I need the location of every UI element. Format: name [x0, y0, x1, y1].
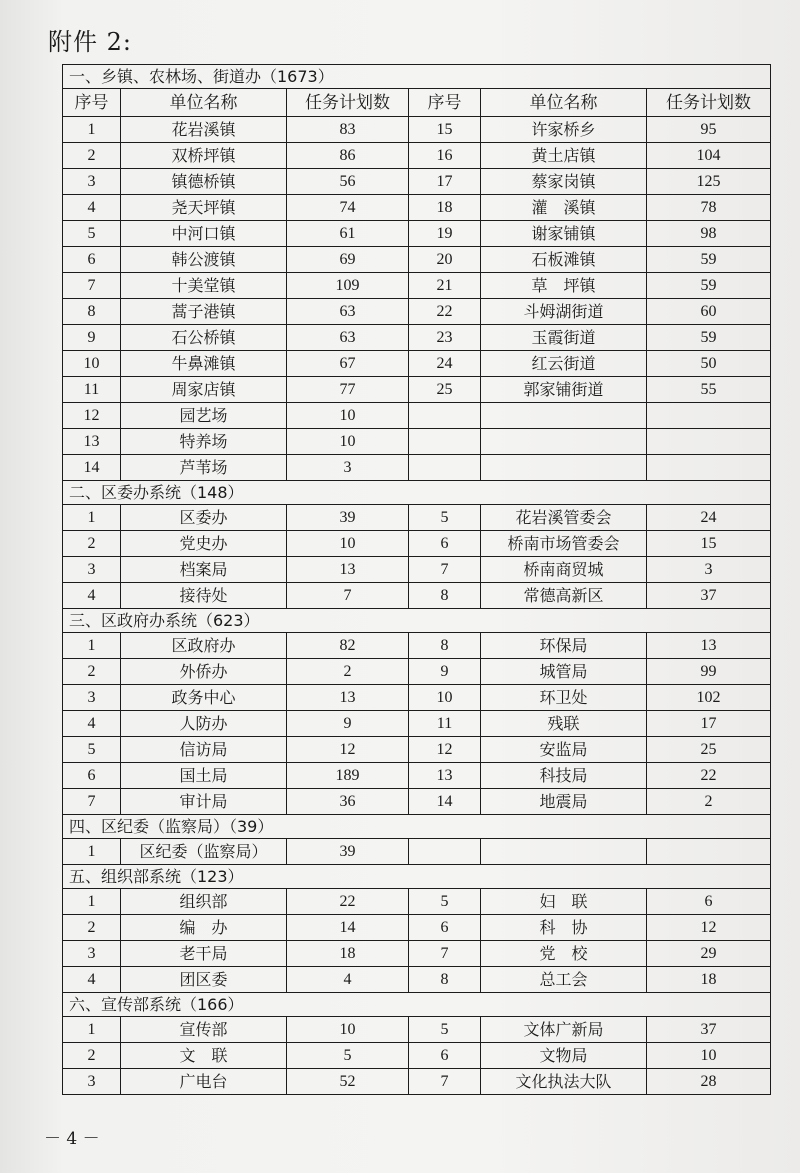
unit-name: 区纪委（监察局） — [121, 839, 287, 865]
row-index: 5 — [63, 221, 121, 247]
unit-name: 国土局 — [121, 763, 287, 789]
task-count: 28 — [647, 1069, 771, 1095]
task-count: 189 — [287, 763, 409, 789]
column-header: 任务计划数 — [287, 89, 409, 117]
row-index: 23 — [409, 325, 481, 351]
table-row — [63, 143, 771, 169]
page-number: － 4 － — [44, 1129, 100, 1149]
task-plan-table — [62, 64, 771, 1095]
task-count: 12 — [287, 737, 409, 763]
row-index — [409, 839, 481, 865]
unit-name: 文 联 — [121, 1043, 287, 1069]
row-index: 5 — [409, 889, 481, 915]
column-header: 单位名称 — [481, 89, 647, 117]
task-count: 10 — [647, 1043, 771, 1069]
row-index: 25 — [409, 377, 481, 403]
table-row — [63, 633, 771, 659]
task-count: 74 — [287, 195, 409, 221]
task-count: 10 — [287, 429, 409, 455]
row-index: 2 — [63, 659, 121, 685]
row-index: 4 — [63, 967, 121, 993]
task-count: 98 — [647, 221, 771, 247]
table-row — [63, 685, 771, 711]
table-row — [63, 789, 771, 815]
row-index: 10 — [409, 685, 481, 711]
task-count: 7 — [287, 583, 409, 609]
column-header-row — [63, 89, 771, 117]
task-count: 10 — [287, 531, 409, 557]
unit-name: 文体广新局 — [481, 1017, 647, 1043]
row-index: 6 — [409, 531, 481, 557]
table-row — [63, 429, 771, 455]
row-index: 22 — [409, 299, 481, 325]
task-count — [647, 403, 771, 429]
task-plan-table-body — [63, 65, 771, 1095]
row-index: 2 — [63, 143, 121, 169]
row-index: 14 — [63, 455, 121, 481]
row-index: 5 — [409, 505, 481, 531]
section-title: 一、乡镇、农林场、街道办（1673） — [63, 65, 771, 89]
task-count: 50 — [647, 351, 771, 377]
task-count: 95 — [647, 117, 771, 143]
section-header-row — [63, 65, 771, 89]
unit-name: 郭家铺街道 — [481, 377, 647, 403]
row-index: 9 — [409, 659, 481, 685]
task-count — [647, 839, 771, 865]
table-row — [63, 967, 771, 993]
row-index: 12 — [63, 403, 121, 429]
table-row — [63, 941, 771, 967]
task-count: 18 — [647, 967, 771, 993]
row-index: 8 — [409, 633, 481, 659]
section-title: 四、区纪委（监察局）（39） — [63, 815, 771, 839]
task-count: 17 — [647, 711, 771, 737]
row-index — [409, 429, 481, 455]
task-count: 22 — [287, 889, 409, 915]
row-index: 8 — [409, 583, 481, 609]
task-count: 109 — [287, 273, 409, 299]
row-index: 9 — [63, 325, 121, 351]
unit-name: 团区委 — [121, 967, 287, 993]
unit-name: 接待处 — [121, 583, 287, 609]
row-index: 3 — [63, 941, 121, 967]
row-index: 4 — [63, 583, 121, 609]
unit-name — [481, 429, 647, 455]
row-index: 8 — [409, 967, 481, 993]
unit-name: 宣传部 — [121, 1017, 287, 1043]
section-title: 二、区委办系统（148） — [63, 481, 771, 505]
unit-name: 文化执法大队 — [481, 1069, 647, 1095]
table-row — [63, 325, 771, 351]
task-count: 10 — [287, 403, 409, 429]
unit-name: 环保局 — [481, 633, 647, 659]
unit-name: 桥南市场管委会 — [481, 531, 647, 557]
task-count: 125 — [647, 169, 771, 195]
task-count: 5 — [287, 1043, 409, 1069]
unit-name: 周家店镇 — [121, 377, 287, 403]
unit-name — [481, 839, 647, 865]
row-index — [409, 455, 481, 481]
table-row — [63, 889, 771, 915]
unit-name: 十美堂镇 — [121, 273, 287, 299]
table-row — [63, 377, 771, 403]
table-row — [63, 1069, 771, 1095]
row-index: 3 — [63, 685, 121, 711]
column-header: 序号 — [409, 89, 481, 117]
unit-name: 蒿子港镇 — [121, 299, 287, 325]
table-row — [63, 169, 771, 195]
unit-name: 常德高新区 — [481, 583, 647, 609]
row-index: 12 — [409, 737, 481, 763]
unit-name: 石公桥镇 — [121, 325, 287, 351]
task-count: 55 — [647, 377, 771, 403]
task-count: 14 — [287, 915, 409, 941]
row-index: 1 — [63, 505, 121, 531]
table-row — [63, 1017, 771, 1043]
task-count: 52 — [287, 1069, 409, 1095]
table-row — [63, 557, 771, 583]
task-count: 77 — [287, 377, 409, 403]
task-count: 60 — [647, 299, 771, 325]
unit-name: 牛鼻滩镇 — [121, 351, 287, 377]
unit-name: 环卫处 — [481, 685, 647, 711]
table-row — [63, 737, 771, 763]
attachment-label: 附件 2: — [48, 28, 132, 56]
task-count: 63 — [287, 325, 409, 351]
task-count: 83 — [287, 117, 409, 143]
task-count: 13 — [287, 557, 409, 583]
row-index: 11 — [63, 377, 121, 403]
unit-name: 石板滩镇 — [481, 247, 647, 273]
task-count: 29 — [647, 941, 771, 967]
unit-name: 灌 溪镇 — [481, 195, 647, 221]
table-row — [63, 351, 771, 377]
row-index: 6 — [63, 763, 121, 789]
unit-name — [481, 455, 647, 481]
unit-name: 外侨办 — [121, 659, 287, 685]
task-count: 37 — [647, 1017, 771, 1043]
unit-name: 审计局 — [121, 789, 287, 815]
column-header: 任务计划数 — [647, 89, 771, 117]
task-count: 37 — [647, 583, 771, 609]
unit-name: 科技局 — [481, 763, 647, 789]
row-index: 5 — [409, 1017, 481, 1043]
row-index: 8 — [63, 299, 121, 325]
unit-name: 区政府办 — [121, 633, 287, 659]
unit-name: 园艺场 — [121, 403, 287, 429]
unit-name: 信访局 — [121, 737, 287, 763]
unit-name: 韩公渡镇 — [121, 247, 287, 273]
row-index: 1 — [63, 839, 121, 865]
row-index: 3 — [63, 1069, 121, 1095]
unit-name: 花岩溪镇 — [121, 117, 287, 143]
task-count: 2 — [647, 789, 771, 815]
row-index: 1 — [63, 889, 121, 915]
task-count: 9 — [287, 711, 409, 737]
task-count: 12 — [647, 915, 771, 941]
row-index: 2 — [63, 531, 121, 557]
unit-name: 组织部 — [121, 889, 287, 915]
row-index: 11 — [409, 711, 481, 737]
unit-name: 桥南商贸城 — [481, 557, 647, 583]
row-index: 1 — [63, 117, 121, 143]
row-index: 7 — [409, 941, 481, 967]
task-count: 59 — [647, 273, 771, 299]
row-index: 1 — [63, 633, 121, 659]
row-index: 13 — [409, 763, 481, 789]
table-row — [63, 763, 771, 789]
unit-name: 红云街道 — [481, 351, 647, 377]
task-count: 15 — [647, 531, 771, 557]
unit-name: 编 办 — [121, 915, 287, 941]
table-row — [63, 195, 771, 221]
unit-name: 草 坪镇 — [481, 273, 647, 299]
unit-name: 黄土店镇 — [481, 143, 647, 169]
task-count: 3 — [287, 455, 409, 481]
unit-name: 许家桥乡 — [481, 117, 647, 143]
table-row — [63, 247, 771, 273]
table-row — [63, 273, 771, 299]
row-index: 21 — [409, 273, 481, 299]
task-count: 56 — [287, 169, 409, 195]
row-index: 7 — [63, 273, 121, 299]
unit-name: 总工会 — [481, 967, 647, 993]
row-index: 3 — [63, 169, 121, 195]
table-row — [63, 915, 771, 941]
row-index: 15 — [409, 117, 481, 143]
section-title: 六、宣传部系统（166） — [63, 993, 771, 1017]
row-index: 18 — [409, 195, 481, 221]
unit-name: 双桥坪镇 — [121, 143, 287, 169]
task-count: 99 — [647, 659, 771, 685]
unit-name: 地震局 — [481, 789, 647, 815]
section-header-row — [63, 609, 771, 633]
row-index: 13 — [63, 429, 121, 455]
task-count: 6 — [647, 889, 771, 915]
unit-name: 尧天坪镇 — [121, 195, 287, 221]
row-index: 16 — [409, 143, 481, 169]
task-count: 13 — [287, 685, 409, 711]
row-index: 2 — [63, 1043, 121, 1069]
section-header-row — [63, 993, 771, 1017]
unit-name: 安监局 — [481, 737, 647, 763]
row-index: 7 — [63, 789, 121, 815]
task-count: 22 — [647, 763, 771, 789]
row-index: 6 — [409, 915, 481, 941]
row-index: 6 — [409, 1043, 481, 1069]
task-count: 10 — [287, 1017, 409, 1043]
table-row — [63, 839, 771, 865]
task-count: 3 — [647, 557, 771, 583]
row-index: 14 — [409, 789, 481, 815]
table-row — [63, 221, 771, 247]
row-index: 20 — [409, 247, 481, 273]
row-index: 4 — [63, 195, 121, 221]
table-row — [63, 659, 771, 685]
table-row — [63, 117, 771, 143]
table-row — [63, 505, 771, 531]
task-count: 59 — [647, 325, 771, 351]
table-row — [63, 455, 771, 481]
section-header-row — [63, 481, 771, 505]
task-count: 86 — [287, 143, 409, 169]
row-index: 10 — [63, 351, 121, 377]
row-index: 5 — [63, 737, 121, 763]
unit-name: 残联 — [481, 711, 647, 737]
task-count: 59 — [647, 247, 771, 273]
row-index: 24 — [409, 351, 481, 377]
task-count: 2 — [287, 659, 409, 685]
row-index: 3 — [63, 557, 121, 583]
task-count — [647, 429, 771, 455]
unit-name: 人防办 — [121, 711, 287, 737]
unit-name: 玉霞街道 — [481, 325, 647, 351]
unit-name: 谢家铺镇 — [481, 221, 647, 247]
unit-name: 斗姆湖街道 — [481, 299, 647, 325]
unit-name: 特养场 — [121, 429, 287, 455]
task-count: 18 — [287, 941, 409, 967]
unit-name: 科 协 — [481, 915, 647, 941]
row-index: 1 — [63, 1017, 121, 1043]
task-count: 25 — [647, 737, 771, 763]
unit-name: 芦苇场 — [121, 455, 287, 481]
row-index: 2 — [63, 915, 121, 941]
table-row — [63, 299, 771, 325]
task-count: 4 — [287, 967, 409, 993]
task-count: 67 — [287, 351, 409, 377]
task-count: 39 — [287, 839, 409, 865]
unit-name — [481, 403, 647, 429]
row-index: 4 — [63, 711, 121, 737]
unit-name: 文物局 — [481, 1043, 647, 1069]
row-index: 19 — [409, 221, 481, 247]
unit-name: 花岩溪管委会 — [481, 505, 647, 531]
row-index — [409, 403, 481, 429]
unit-name: 城管局 — [481, 659, 647, 685]
unit-name: 镇德桥镇 — [121, 169, 287, 195]
section-title: 三、区政府办系统（623） — [63, 609, 771, 633]
table-row — [63, 1043, 771, 1069]
unit-name: 蔡家岗镇 — [481, 169, 647, 195]
task-count: 63 — [287, 299, 409, 325]
row-index: 7 — [409, 557, 481, 583]
column-header: 序号 — [63, 89, 121, 117]
row-index: 7 — [409, 1069, 481, 1095]
task-count: 39 — [287, 505, 409, 531]
table-row — [63, 531, 771, 557]
task-count: 24 — [647, 505, 771, 531]
table-row — [63, 711, 771, 737]
task-count: 13 — [647, 633, 771, 659]
unit-name: 妇 联 — [481, 889, 647, 915]
task-count: 102 — [647, 685, 771, 711]
task-count: 69 — [287, 247, 409, 273]
unit-name: 党史办 — [121, 531, 287, 557]
unit-name: 区委办 — [121, 505, 287, 531]
task-count: 61 — [287, 221, 409, 247]
row-index: 17 — [409, 169, 481, 195]
table-row — [63, 583, 771, 609]
section-title: 五、组织部系统（123） — [63, 865, 771, 889]
unit-name: 档案局 — [121, 557, 287, 583]
task-count: 36 — [287, 789, 409, 815]
table-row — [63, 403, 771, 429]
task-count: 82 — [287, 633, 409, 659]
unit-name: 广电台 — [121, 1069, 287, 1095]
task-count: 104 — [647, 143, 771, 169]
task-count: 78 — [647, 195, 771, 221]
section-header-row — [63, 865, 771, 889]
task-count — [647, 455, 771, 481]
unit-name: 政务中心 — [121, 685, 287, 711]
section-header-row — [63, 815, 771, 839]
column-header: 单位名称 — [121, 89, 287, 117]
unit-name: 中河口镇 — [121, 221, 287, 247]
unit-name: 党 校 — [481, 941, 647, 967]
unit-name: 老干局 — [121, 941, 287, 967]
row-index: 6 — [63, 247, 121, 273]
